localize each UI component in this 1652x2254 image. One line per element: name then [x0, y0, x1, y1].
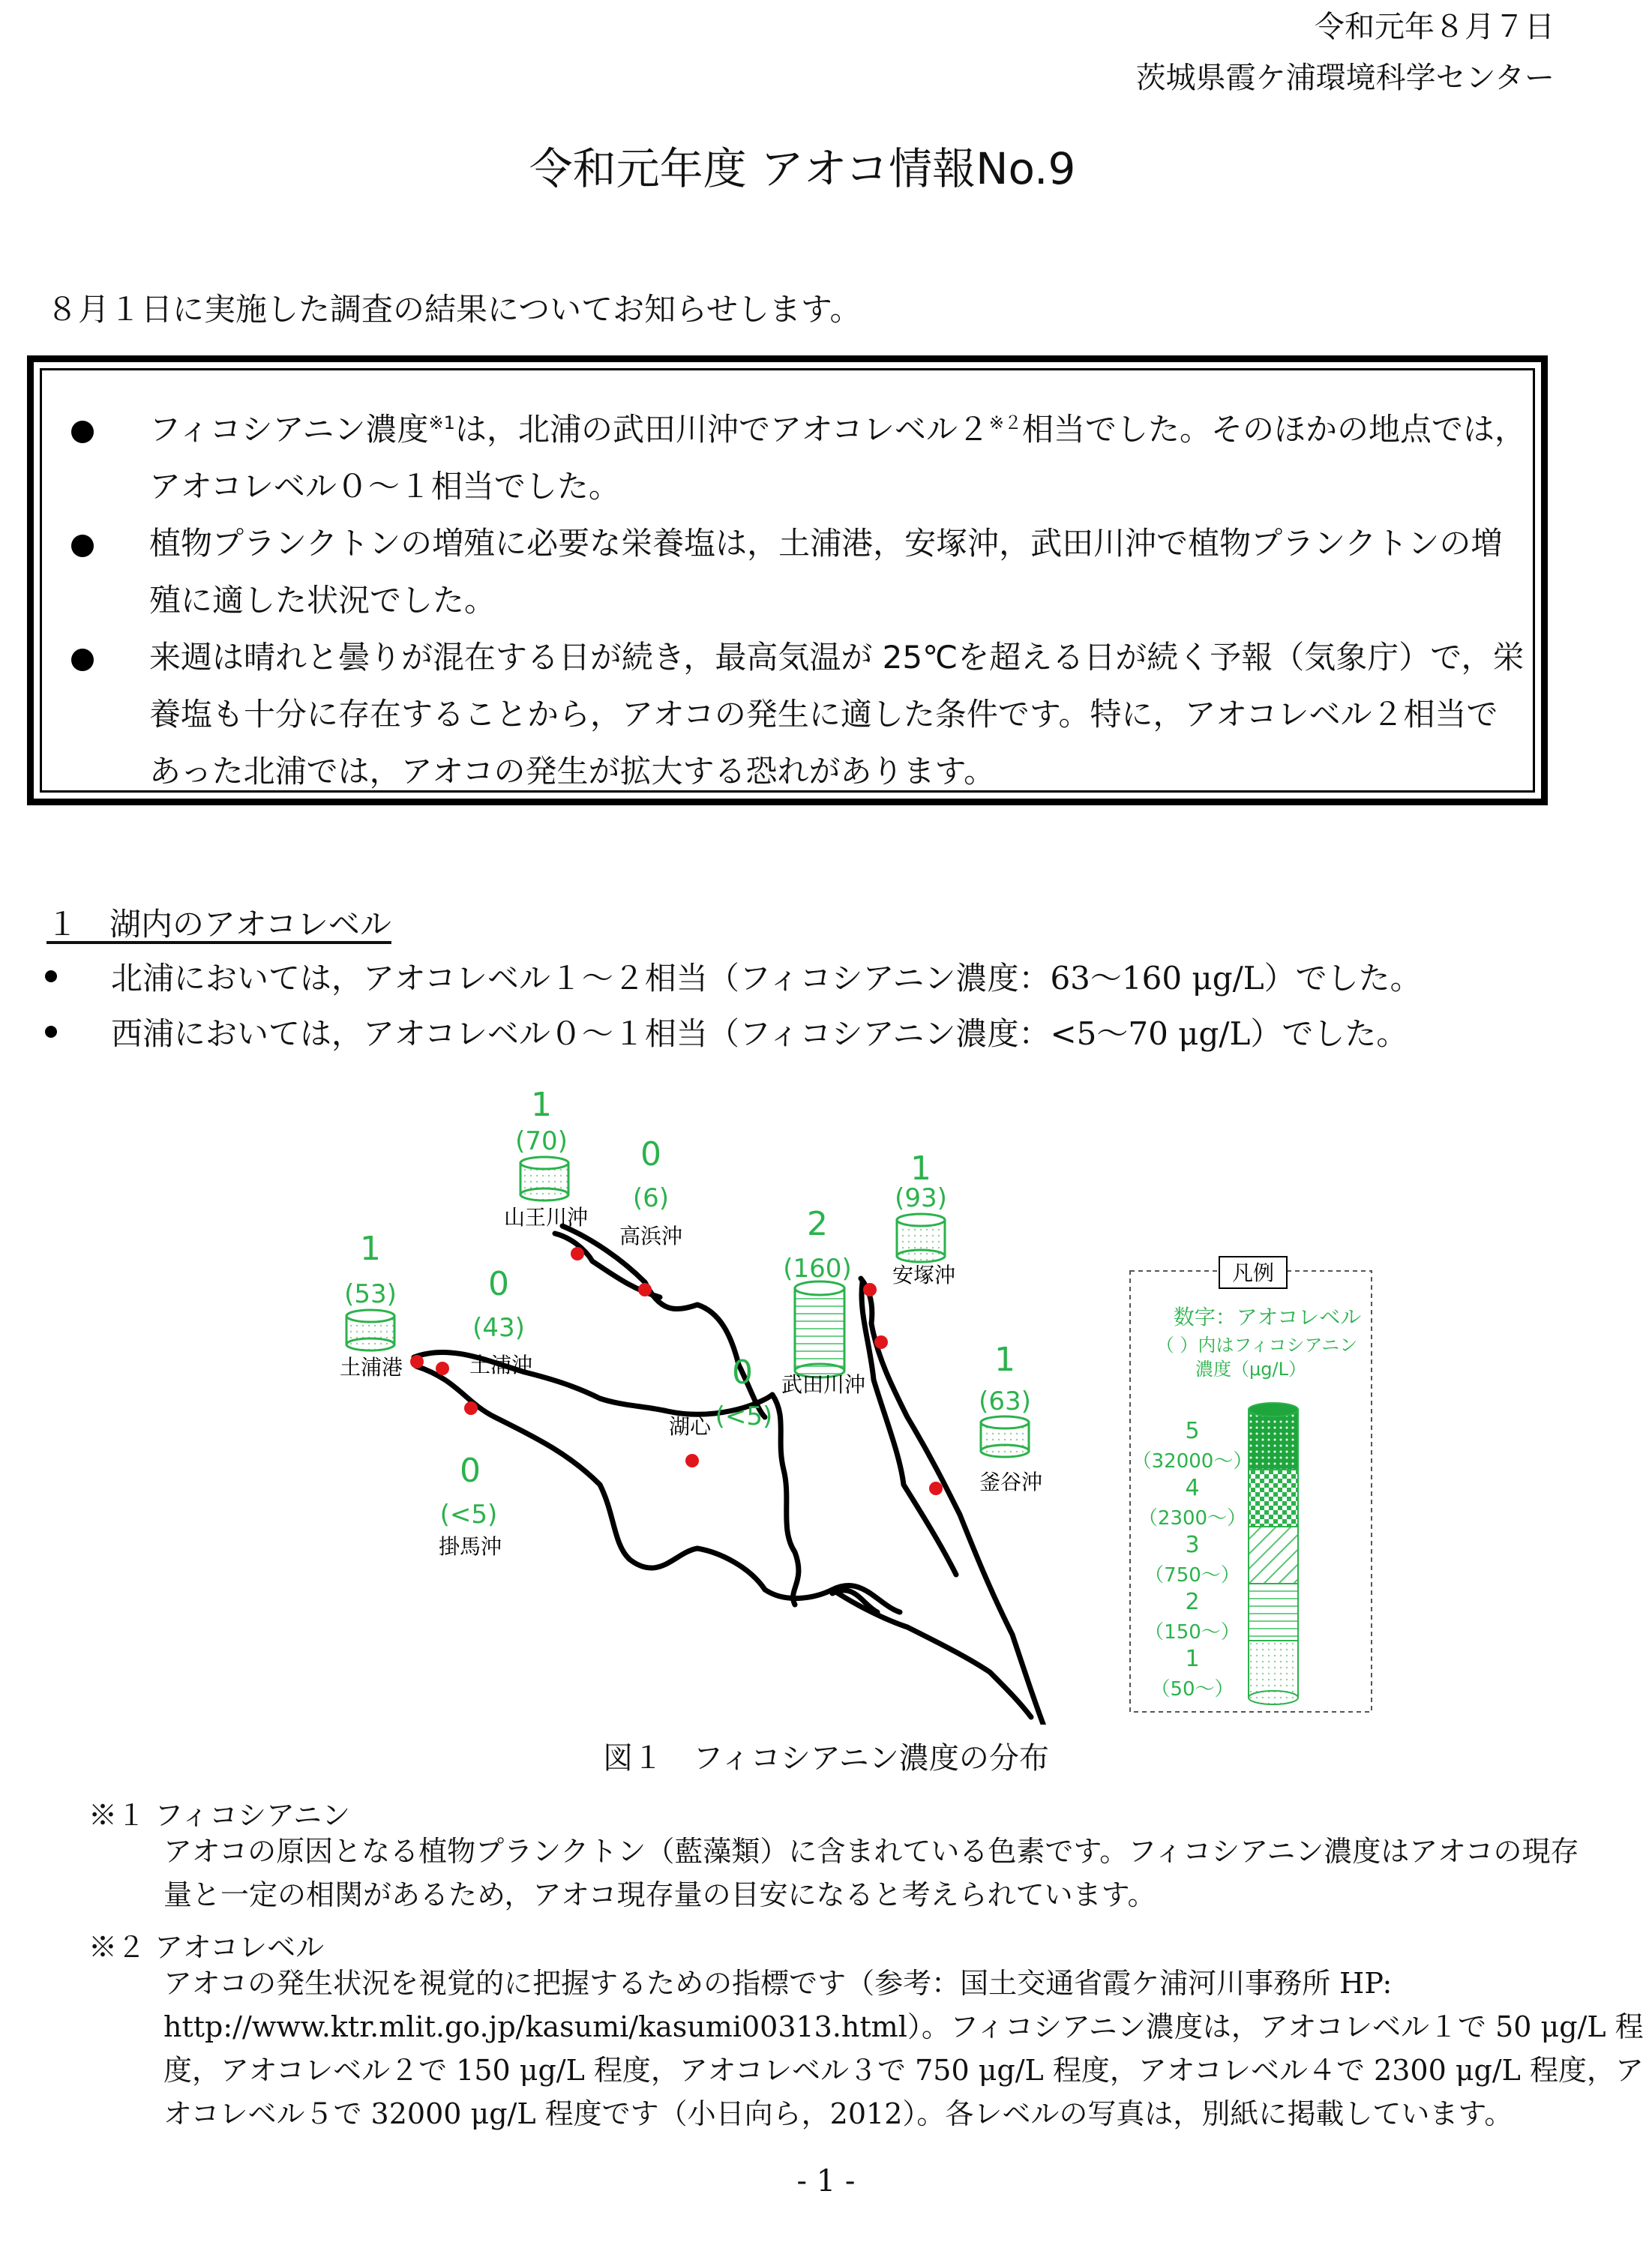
name-takedagawa: 武田川沖 [781, 1372, 866, 1397]
page-number: - 1 - [796, 2164, 856, 2199]
level-sannogawa: 1 [531, 1086, 552, 1124]
name-kakeuma: 掛馬沖 [438, 1534, 502, 1559]
value-takedagawa: (160) [783, 1254, 852, 1284]
value-kamaya: (63) [979, 1386, 1031, 1416]
station-point [464, 1401, 478, 1415]
b2-line2: 殖に適した状況でした。 [149, 582, 496, 619]
bullet-icon [45, 970, 57, 982]
value-tsuchiura-port: (53) [344, 1279, 397, 1309]
legend-range-3: （750～） [1144, 1564, 1240, 1587]
value-yasuzuka: (93) [895, 1183, 947, 1213]
note-1-body [163, 1830, 1579, 1917]
b1-pre: フィコシアニン濃度 [149, 411, 429, 448]
nishiura-text: 西浦においては，アオコレベル０～１相当（フィコシアニン濃度：<5～70 μg/L）でした。 [111, 1015, 1408, 1052]
legend-desc-3: 濃度（μg/L） [1195, 1359, 1306, 1380]
value-takahama: (6) [632, 1183, 670, 1213]
note-1-heading: ※１ フィコシアニン [88, 1799, 351, 1832]
note-2-line-1: アオコの発生状況を視覚的に把握するための指標です（参考：国土交通省霞ケ浦河川事務所 HP: [163, 1967, 1393, 2000]
legend-level-1: 1 [1185, 1646, 1200, 1672]
note-2-line-4: オコレベル５で 32000 μg/L 程度です（小日向ら，2012）。各レベルの写真は，別紙に掲載しています。 [163, 2097, 1513, 2130]
level-koshin: 0 [732, 1353, 753, 1392]
legend-title: 凡例 [1231, 1260, 1275, 1285]
name-yasuzuka: 安塚沖 [892, 1263, 956, 1287]
b2-line1: 植物プランクトンの増殖に必要な栄養塩は，土浦港，安塚沖，武田川沖で植物プランクトンの増 [149, 525, 1503, 562]
station-point [863, 1283, 877, 1296]
note-2-line-2: http://www.ktr.mlit.go.jp/kasumi/kasumi00313.html）。フィコシアニン濃度は，アオコレベル１で 50 μg/L 程 [163, 2010, 1644, 2043]
b3-line3: あった北浦では，アオコの発生が拡大する恐れがあります。 [149, 753, 996, 790]
kitaura-text: 北浦においては，アオコレベル１～２相当（フィコシアニン濃度：63～160 μg/L）でした。 [111, 960, 1422, 997]
cylinder-yasuzuka [897, 1214, 945, 1262]
station-point [685, 1454, 699, 1467]
legend-level-2: 2 [1185, 1589, 1200, 1615]
note-2-heading: ※２ アオコレベル [88, 1931, 325, 1964]
issue-date: 令和元年８月７日 [1315, 10, 1555, 44]
legend-desc-2: （ ）内はフィコシアニン [1156, 1335, 1358, 1356]
legend-desc-1: 数字：アオコレベル [1173, 1305, 1362, 1329]
legend-range-5: （32000～） [1132, 1450, 1253, 1473]
cylinder-tsuchiura-port [346, 1310, 394, 1350]
level-yasuzuka: 1 [910, 1149, 931, 1188]
b1-line2: アオコレベル０～１相当でした。 [149, 468, 620, 505]
figure-caption: 図１ フィコシアニン濃度の分布 [603, 1741, 1049, 1776]
level-takahama: 0 [640, 1135, 661, 1173]
name-sannogawa: 山王川沖 [503, 1205, 589, 1230]
bullet-icon [45, 1026, 57, 1038]
cylinder-sannogawa [520, 1157, 568, 1200]
station-point [929, 1482, 943, 1495]
bullet-icon [71, 421, 94, 443]
legend-range-4: （2300～） [1138, 1507, 1247, 1530]
level-kamaya: 1 [994, 1341, 1015, 1379]
level-tsuchiura-oki: 0 [488, 1265, 509, 1303]
legend-range-2: （150～） [1144, 1621, 1240, 1644]
level-takedagawa: 2 [807, 1205, 828, 1243]
b1-post: 相当でした。そのほかの地点では， [1021, 411, 1526, 448]
section-heading: １ 湖内のアオコレベル [46, 906, 391, 943]
note-2-line-3: 度，アオコレベル２で 150 μg/L 程度，アオコレベル３で 750 μg/L 程度，アオコレベル４で 2300 μg/L 程度，ア [163, 2054, 1644, 2087]
legend-level-4: 4 [1185, 1475, 1200, 1501]
map-legend [1130, 1257, 1372, 1712]
station-point [874, 1335, 888, 1349]
organization: 茨城県霞ケ浦環境科学センター [1135, 61, 1555, 95]
name-koshin: 湖心 [668, 1414, 712, 1439]
note-1-line-1: アオコの原因となる植物プランクトン（藍藻類）に含まれている色素です。フィコシアニン濃度はアオコの現存 [163, 1835, 1579, 1868]
note-ref-1: ※1 [428, 412, 455, 433]
phycocyanin-map [0, 1065, 1652, 1725]
legend-range-1: （50～） [1150, 1678, 1234, 1701]
station-point [436, 1362, 449, 1375]
b3-line2: 養塩も十分に存在することから，アオコの発生に適した条件です。特に，アオコレベル２相当で [149, 696, 1498, 733]
note-ref-2: ※２ [988, 412, 1022, 433]
name-kamaya: 釜谷沖 [979, 1470, 1043, 1494]
value-tsuchiura-oki: (43) [472, 1313, 525, 1343]
value-koshin: (<5) [715, 1401, 773, 1431]
legend-level-3: 3 [1185, 1532, 1200, 1558]
legend-cylinder [1249, 1403, 1298, 1704]
note-1-line-2: 量と一定の相関があるため，アオコ現存量の目安になると考えられています。 [163, 1878, 1156, 1911]
name-takahama: 高浜沖 [619, 1224, 683, 1248]
station-point [638, 1283, 652, 1296]
bullet-icon [71, 649, 94, 671]
name-tsuchiura-port: 土浦港 [339, 1355, 403, 1380]
legend-levels [1132, 1418, 1253, 1701]
intro-text: ８月１日に実施した調査の結果についてお知らせします。 [46, 291, 862, 328]
note-2-body [163, 1962, 1644, 2136]
name-tsuchiura-oki: 土浦沖 [469, 1353, 533, 1377]
station-point [571, 1247, 584, 1260]
b1-mid: は，北浦の武田川沖でアオコレベル２ [454, 411, 989, 448]
bullet-icon [71, 535, 94, 557]
page-title: 令和元年度 アオコ情報No.9 [529, 143, 1076, 194]
value-sannogawa: (70) [515, 1126, 568, 1156]
summary-box [27, 355, 1548, 805]
legend-level-5: 5 [1185, 1418, 1200, 1444]
cylinder-takedagawa [795, 1281, 844, 1377]
level-kakeuma: 0 [460, 1452, 481, 1490]
station-point [410, 1355, 424, 1368]
level-tsuchiura-port: 1 [360, 1230, 381, 1268]
value-kakeuma: (<5) [439, 1500, 498, 1530]
cylinder-kamaya [981, 1416, 1029, 1457]
b3-line1: 来週は晴れと曇りが混在する日が続き，最高気温が 25℃を超える日が続く予報（気象庁）で，栄 [149, 639, 1525, 676]
